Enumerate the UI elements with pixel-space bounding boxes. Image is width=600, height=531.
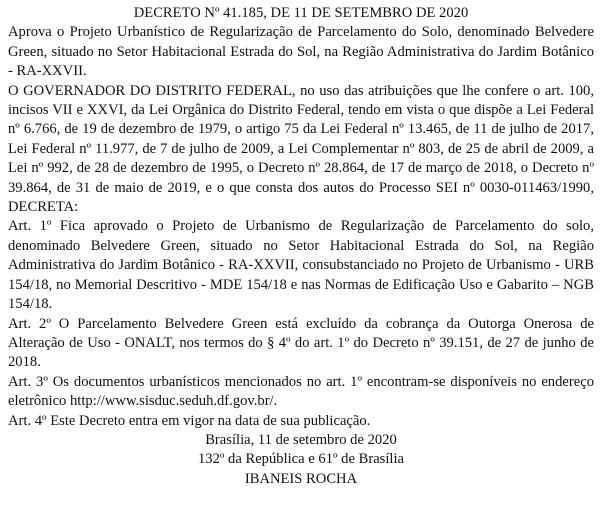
decree-title: DECRETO Nº 41.185, DE 11 DE SETEMBRO DE 2020 bbox=[133, 5, 469, 21]
article-1: Art. 1º Fica aprovado o Projeto de Urbanismo de Regularização de Parcelamento do solo, denominado Belvedere Green, situado no Setor Habitacional Estrada do Sol, na Região Administrativa do Jardim Botânico - RA-XXVII, consubstanciado no Projeto de Urbanismo - URB 154/18, no Memorial Descritivo - MDE 154/18 e nas Normas de Edificação Uso e Gabarito – NGB 154/18. bbox=[8, 218, 594, 313]
place-date: Brasília, 11 de setembro de 2020 bbox=[205, 431, 397, 448]
article-2: Art. 2º O Parcelamento Belvedere Green está excluído da cobrança da Outorga Onerosa de Alteração de Uso - ONALT, nos termos do § 4º do art. 1º do Decreto nº 39.151, de 27 de junho de 2018. bbox=[8, 315, 594, 371]
decree-preamble: O GOVERNADOR DO DISTRITO FEDERAL, no uso das atribuições que lhe confere o art. 100, incisos VII e XXVI, da Lei Orgânica do Distrito Federal, tendo em vista o que dispõe a Lei Federal nº 6.766, de 19 de dezembro de 1979, o artigo 75 da Lei Federal nº 13.465, de 11 de julho de 2017, Lei Federal nº 11.977, de 7 de julho de 2009, a Lei Complementar nº 803, de 25 de abril de 2009, a Lei nº 992, de 28 de dezembro de 1995, o Decreto nº 28.864, de 17 de março de 2018, o Decreto nº 39.864, de 31 de maio de 2019, e o que consta dos autos do Processo SEI nº 0030-011463/1990, DECRETA: bbox=[8, 82, 594, 216]
article-4: Art. 4º Este Decreto entra em vigor na data de sua publicação. bbox=[8, 412, 371, 429]
signatory-name: IBANEIS ROCHA bbox=[244, 470, 358, 487]
decree-ementa: Aprova o Projeto Urbanístico de Regularização de Parcelamento do Solo, denominado Belvedere Green, situado no Setor Habitacional Estrada do Sol, na Região Administrativa do Jardim Botânico - RA-XXVII. bbox=[8, 24, 594, 80]
republic-years: 132º da República e 61º de Brasília bbox=[197, 451, 404, 468]
decree-document bbox=[8, 4, 594, 489]
article-3: Art. 3º Os documentos urbanísticos mencionados no art. 1º encontram-se disponíveis no endereço eletrônico http://www.sisduc.seduh.df.gov.br/. bbox=[8, 373, 594, 410]
